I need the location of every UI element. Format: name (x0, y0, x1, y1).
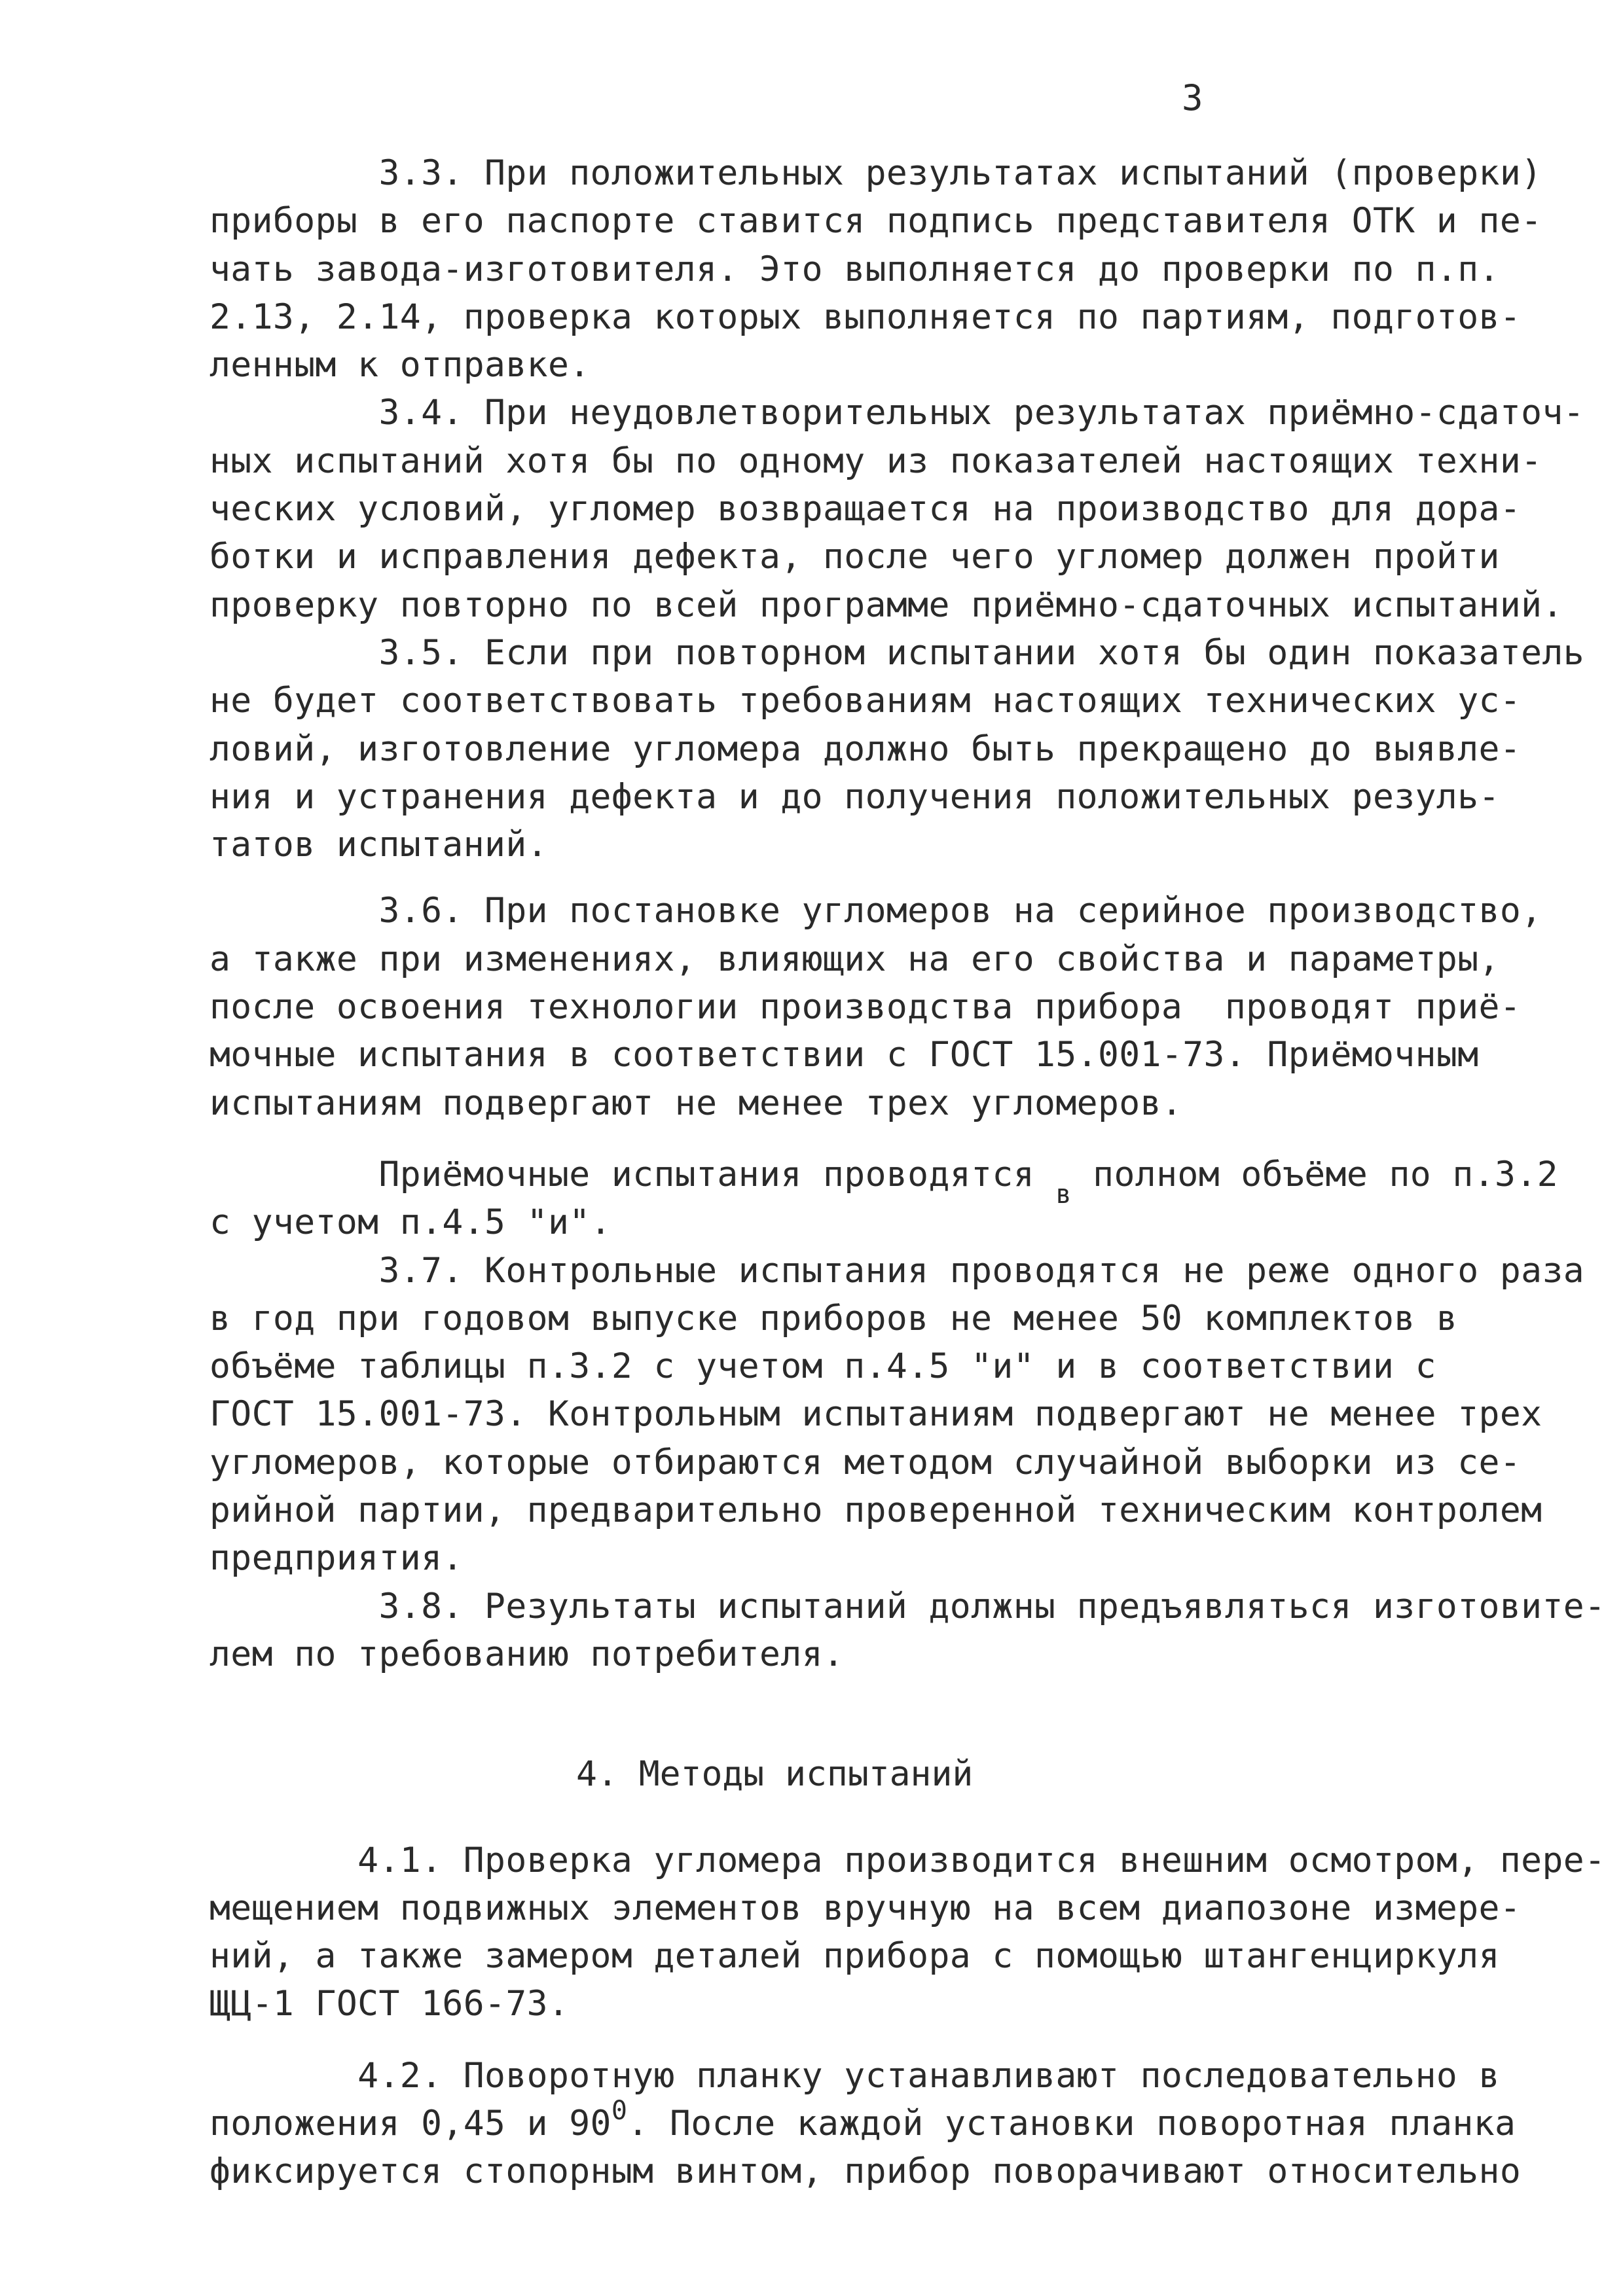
text-fragment: полном объёме по п.3.2 (1071, 1154, 1558, 1194)
text-line: 2.13, 2.14, проверка которых выполняется по партиям, подготов- (210, 296, 1522, 337)
paragraph-3-7 (210, 1247, 1585, 1583)
text-line: 3.7. Контрольные испытания проводятся не реже одного раза (210, 1250, 1585, 1291)
text-line: лем по требованию потребителя. (210, 1634, 845, 1674)
text-fragment: положения 0,45 и 90 (210, 2103, 611, 2144)
text-line: ленным к отправке. (210, 345, 591, 386)
text-line: 3.4. При неудовлетворительных результатах приёмно-сдаточ- (210, 393, 1585, 433)
text-fragment: Приёмочные испытания проводятся (210, 1154, 1056, 1194)
text-line: проверку повторно по всей программе приёмно-сдаточных испытаний. (210, 584, 1563, 625)
section-heading-text: 4. Методы испытаний (576, 1754, 974, 1795)
section-heading (210, 1750, 1506, 1798)
text-line: ных испытаний хотя бы по одному из показателей настоящих техни- (210, 440, 1542, 481)
text-line: предприятия. (210, 1538, 464, 1579)
text-line: 4.1. Проверка угломера производится внешним осмотром, пере- (210, 1840, 1606, 1880)
paragraph-3-3 (210, 149, 1542, 389)
paragraph-3-6-acceptance (210, 1151, 1558, 1247)
paragraph-4-1 (210, 1837, 1606, 2028)
text-line: ловий, изготовление угломера должно быть прекращено до выявле- (210, 728, 1522, 769)
text-line: 3.5. Если при повторном испытании хотя бы один показатель (210, 632, 1585, 673)
subscript-text: в (1055, 1179, 1072, 1210)
text-line (210, 2095, 1516, 2147)
text-line: после освоения технологии производства прибора проводят приё- (210, 987, 1522, 1028)
text-line: 3.8. Результаты испытаний должны предъявляться изготовите- (210, 1586, 1606, 1626)
text-line: объёме таблицы п.3.2 с учетом п.4.5 "и" и в соответствии с (210, 1346, 1436, 1387)
paragraph-3-4 (210, 389, 1585, 628)
text-line: 3.3. При положительных результатах испытаний (проверки) (210, 153, 1542, 193)
text-line: 3.6. При постановке угломеров на серийное производство, (210, 891, 1542, 931)
text-line: в год при годовом выпуске приборов не менее 50 комплектов в (210, 1298, 1458, 1338)
page-number: 3 (1182, 77, 1205, 118)
text-line: мещением подвижных элементов вручную на всем диапозоне измере- (210, 1888, 1522, 1928)
text-line: 4.2. Поворотную планку устанавливают последовательно в (210, 2055, 1500, 2096)
text-line: ЩЦ-1 ГОСТ 166-73. (210, 1984, 570, 2024)
text-line: чать завода-изготовителя. Это выполняется до проверки по п.п. (210, 249, 1500, 289)
text-line: ний, а также замером деталей прибора с помощью штангенциркуля (210, 1936, 1500, 1977)
superscript-degree: 0 (611, 2095, 628, 2126)
text-line: испытаниям подвергают не менее трех угломеров. (210, 1083, 1183, 1123)
paragraph-3-8 (210, 1583, 1606, 1679)
text-line: рийной партии, предварительно проверенной техническим контролем (210, 1490, 1542, 1531)
text-line: ческих условий, угломер возвращается на производство для дора- (210, 489, 1522, 529)
paragraph-3-6 (210, 887, 1542, 1126)
text-line: а также при изменениях, влияющих на его свойства и параметры, (210, 939, 1500, 979)
text-line: мочные испытания в соответствии с ГОСТ 15.001-73. Приёмочным (210, 1035, 1479, 1075)
text-line (210, 1151, 1558, 1210)
text-line: фиксируется стопорным винтом, прибор поворачивают относительно (210, 2151, 1522, 2192)
text-fragment: . После каждой установки поворотная планка (627, 2103, 1516, 2144)
paragraph-3-5 (210, 629, 1585, 869)
document-body (210, 149, 1606, 2196)
text-line: приборы в его паспорте ставится подпись представителя ОТК и пе- (210, 201, 1542, 242)
text-line: с учетом п.4.5 "и". (210, 1202, 611, 1243)
text-line: ния и устранения дефекта и до получения положительных резуль- (210, 776, 1500, 817)
text-line: ГОСТ 15.001-73. Контрольным испытаниям подвергают не менее трех (210, 1394, 1542, 1435)
text-line: татов испытаний. (210, 825, 548, 865)
text-line: угломеров, которые отбираются методом случайной выборки из се- (210, 1442, 1522, 1482)
text-line: ботки и исправления дефекта, после чего угломер должен пройти (210, 537, 1500, 577)
text-line: не будет соответствовать требованиям настоящих технических ус- (210, 681, 1522, 721)
paragraph-4-2 (210, 2052, 1522, 2196)
